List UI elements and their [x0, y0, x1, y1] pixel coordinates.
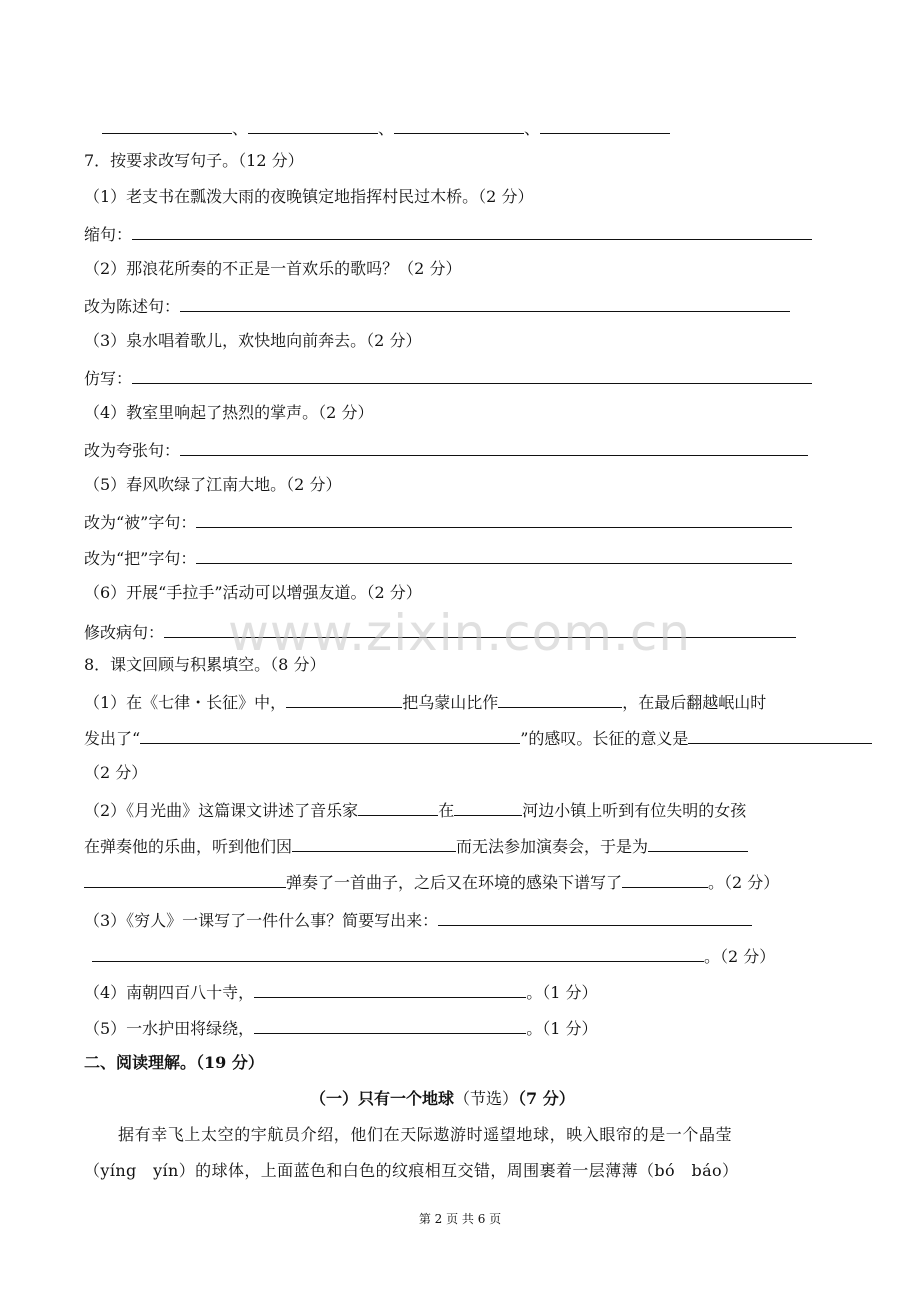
text: （5）一水护田将绿绕，	[84, 1019, 255, 1038]
q7-answer-row-4	[84, 438, 808, 462]
q8-p3-line2	[92, 944, 775, 968]
q8-p4	[84, 980, 597, 1004]
answer-label: 缩句：	[84, 225, 133, 244]
reading-subtitle	[310, 1088, 575, 1110]
q7-item-4: （4）教室里响起了热烈的掌声。（2 分）	[84, 403, 374, 422]
blank[interactable]	[140, 726, 520, 744]
q8-p2-line1	[84, 798, 746, 822]
text: 。（1 分）	[526, 983, 598, 1002]
answer-blank[interactable]	[180, 438, 808, 456]
q8-p1-score: （2 分）	[84, 763, 148, 782]
text: ，在最后翻越岷山时	[622, 693, 767, 712]
text: （1）在《七律・长征》中，	[84, 693, 287, 712]
q7-item-1: （1）老支书在瓢泼大雨的夜晚镇定地指挥村民过木桥。（2 分）	[84, 187, 534, 206]
answer-blank[interactable]	[196, 546, 792, 564]
reading-para-line2: （yíng yín）的球体，上面蓝色和白色的纹痕相互交错，周围裹着一层薄薄（bó báo）	[84, 1161, 739, 1180]
q6-blank-row	[102, 116, 670, 140]
blank[interactable]	[84, 870, 286, 888]
blank[interactable]	[248, 116, 378, 134]
text: 。（2 分）	[708, 873, 780, 892]
answer-label: 修改病句：	[84, 623, 165, 642]
blank[interactable]	[394, 116, 524, 134]
answer-label: 改为陈述句：	[84, 297, 181, 316]
q8-p2-line2	[84, 834, 748, 858]
answer-blank[interactable]	[132, 222, 812, 240]
blank[interactable]	[292, 834, 456, 852]
blank[interactable]	[92, 944, 704, 962]
text: （2）《月光曲》这篇课文讲述了音乐家	[84, 801, 359, 820]
answer-label: 改为“把”字句：	[84, 549, 197, 568]
q7-answer-row-3	[84, 366, 812, 390]
answer-label: 改为夸张句：	[84, 441, 181, 460]
blank[interactable]	[540, 116, 670, 134]
blank[interactable]	[688, 726, 872, 744]
blank[interactable]	[254, 1016, 526, 1034]
blank[interactable]	[286, 690, 402, 708]
answer-blank[interactable]	[196, 510, 792, 528]
q7-answer-row-5a	[84, 510, 792, 534]
blank[interactable]	[648, 834, 748, 852]
text: 发出了“	[84, 729, 141, 748]
subtitle-note: （节选）	[454, 1089, 519, 1108]
page-footer: 第 2 页 共 6 页	[418, 1212, 502, 1226]
text: 河边小镇上听到有位失明的女孩	[522, 801, 747, 820]
q8-p3-line1	[84, 908, 752, 932]
q7-item-2: （2）那浪花所奏的不正是一首欢乐的歌吗？（2 分）	[84, 259, 462, 278]
blank[interactable]	[498, 690, 622, 708]
q7-answer-row-1	[84, 222, 812, 246]
answer-blank[interactable]	[132, 366, 812, 384]
answer-blank[interactable]	[180, 294, 790, 312]
blank[interactable]	[438, 908, 752, 926]
q7-item-3: （3）泉水唱着歌儿，欢快地向前奔去。（2 分）	[84, 331, 422, 350]
reading-para-line1: 据有幸飞上太空的宇航员介绍，他们在天际遨游时遥望地球，映入眼帘的是一个晶莹	[118, 1125, 733, 1144]
q7-item-6: （6）开展“手拉手”活动可以增强友道。（2 分）	[84, 583, 422, 602]
q7-item-5: （5）春风吹绿了江南大地。（2 分）	[84, 475, 342, 494]
watermark: www.zixin.com.cn	[228, 604, 692, 662]
blank[interactable]	[254, 980, 526, 998]
q8-title: 8．课文回顾与积累填空。（8 分）	[84, 655, 326, 674]
q7-answer-row-5b	[84, 546, 792, 570]
section-heading: 二、阅读理解。（19 分）	[84, 1053, 264, 1072]
answer-label: 仿写：	[84, 369, 133, 388]
q7-title: 7．按要求改写句子。（12 分）	[84, 151, 304, 170]
text: 。（1 分）	[526, 1019, 598, 1038]
subtitle-score: （7 分）	[518, 1089, 575, 1108]
blank[interactable]	[622, 870, 708, 888]
q8-p1-line1	[84, 690, 766, 714]
text: 而无法参加演奏会，于是为	[456, 837, 649, 856]
text: ”的感叹。长征的意义是	[520, 729, 689, 748]
text: 。（2 分）	[704, 947, 776, 966]
text: 在	[438, 801, 455, 820]
separator: 、	[232, 119, 249, 138]
text: （3）《穷人》一课写了一件什么事？简要写出来：	[84, 911, 439, 930]
subtitle-main: （一）只有一个地球	[310, 1089, 455, 1108]
blank[interactable]	[358, 798, 438, 816]
blank[interactable]	[102, 116, 232, 134]
q8-p1-line2	[84, 726, 872, 750]
q8-p2-line3	[84, 870, 779, 894]
q8-p5	[84, 1016, 597, 1040]
separator: 、	[524, 119, 541, 138]
text: 弹奏了一首曲子，之后又在环境的感染下谱写了	[286, 873, 623, 892]
text: 把乌蒙山比作	[402, 693, 499, 712]
answer-label: 改为“被”字句：	[84, 513, 197, 532]
text: （4）南朝四百八十寺，	[84, 983, 255, 1002]
blank[interactable]	[454, 798, 522, 816]
text: 在弹奏他的乐曲，听到他们因	[84, 837, 293, 856]
q7-answer-row-2	[84, 294, 790, 318]
separator: 、	[378, 119, 395, 138]
